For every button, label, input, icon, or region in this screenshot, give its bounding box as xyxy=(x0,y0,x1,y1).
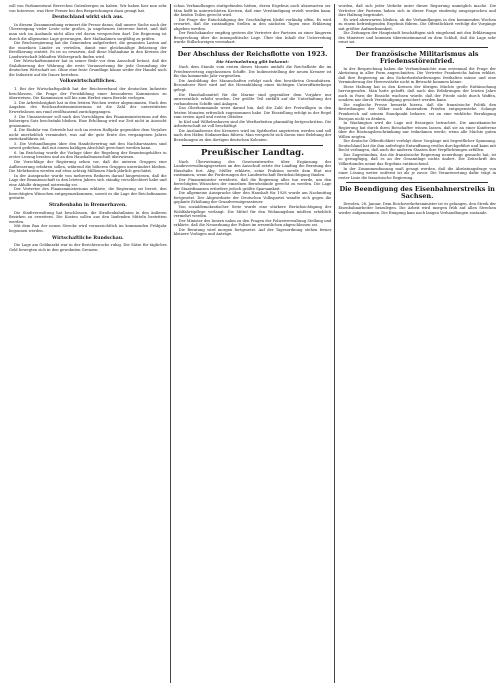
column-3 xyxy=(334,4,499,683)
paragraph: In Kiel und Wilhelmshaven sind die Werftarbeiten planmäßig fortgeschritten. Die Arbeiterschaft ist voll beschäftigt. xyxy=(173,119,332,129)
section-heading: Straßenbahn in Bremerhaven. xyxy=(48,202,127,208)
section-heading: Volkswirtschaftliches. xyxy=(59,79,117,85)
paragraph: Die Haushaltsmittel für die Marine sind gegenüber dem Vorjahre nur unwesentlich erhöht worden. Der größte Teil entfällt auf die Unterhaltung der vorhandenen Schiffe und Anlagen. xyxy=(173,92,332,106)
paragraph: Die Vorschläge der Regierung sehen vor, daß die unteren Gruppen eine Aufbesserung erfahren sollen, während die höheren Gruppen unverändert bleiben. Die Mehrkosten werden auf etwa achtzig Millionen Mark jährlich geschätzt. xyxy=(9,160,167,174)
column-2 xyxy=(170,4,335,683)
paragraph: Die Lage am Geldmarkt war in der Berichtswoche ruhig. Die Sätze für tägliches Geld bewegten sich in den gewohnten Grenzen. xyxy=(9,243,167,252)
paragraph: 5. Die Verhandlungen über den Handelsvertrag mit den Nachbarstaaten sind soweit gediehen, daß mit einem baldigen Abschluß gerechnet werden kann. xyxy=(9,141,167,151)
paragraph: worden, daß sich jeder Verkehr unter dieser Regierung unmöglich mache. Die Vertreter der Parteien haben sich in dieser Frage eindeutig ausgesprochen und ihre Haltung begründet. xyxy=(338,4,497,18)
paragraph: Diese Haltung hat in den Kreisen der übrigen Mächte große Enttäuschung hervorgerufen. Man hatte gehofft, daß nach den Erfahrungen der letzten Jahre auch in Paris die Einsicht wachsen würde, daß der Friede nicht durch Waffen, sondern nur durch Verständigung gesichert werden kann. xyxy=(338,84,497,103)
paragraph: Die Zeitungen der Hauptstadt beschäftigen sich eingehend mit den Erklärungen des Ministers und kommen übereinstimmend zu dem Schluß, daß die Lage sehr ernst sei. xyxy=(338,31,497,45)
column-1 xyxy=(6,4,170,683)
paragraph: In Washington wird die Lage mit Besorgnis betrachtet. Die amerikanische Regierung hat durch ihren Botschafter wissen lassen, daß sie an einer Konferenz über die Rüstungsbeschränkung nur teilnehmen werde, wenn alle Mächte guten Willen zeigten. xyxy=(338,121,497,139)
paragraph: In der Aussprache wurde von mehreren Rednern darauf hingewiesen, daß die Lage der Beamtenschaft in den letzten Jahren sich ständig verschlechtert habe und eine Abhilfe dringend notwendig sei. xyxy=(9,173,167,187)
paragraph: Die Reichsregierung hat die Gemeinden aufgefordert, die gesamten Lasten auf die einzelnen Länder zu verteilen, damit eine gleichmäßige Belastung der Bevölkerung eintritt. Es ist zu erwarten, daß diese Maßnahme in den Kreisen der Landwirtschaft lebhaften Widerspruch finden wird. xyxy=(9,41,167,59)
paragraph: Die englische Presse bemerkt hierzu, daß die französische Politik den Bestrebungen der Völker nach dauerndem Frieden entgegenstehe. Solange Frankreich auf seinem Standpunkt beharre, sei an eine wirkliche Beruhigung Europas nicht zu denken. xyxy=(338,102,497,121)
paragraph: In der Zusammenfassung muß gesagt werden, daß die Abrüstungsfrage von einer Lösung weiter entfernt ist als je zuvor. Die Verantwortung dafür trägt in erster Linie die französische Regierung. xyxy=(338,166,497,180)
paragraph: Dresden, 28. Januar. Dem Reichsverkehrsminister ist es gelungen, den Streik der Eisenbahnarbeiter beizulegen. Die Arbeit wird morgen früh auf allen Strecken wieder aufgenommen. Die Einigung kam nach langen Verhandlungen zustande. xyxy=(338,201,497,215)
paragraph: Das Zugeständnis, das die französische Regierung neuerdings gemacht hat, ist so geringfügig, daß es an der Gesamtlage nichts ändert. Die Zeitschrift des Völkerbundes nennt das Ergebnis enttäuschend. xyxy=(338,152,497,167)
columns xyxy=(6,4,499,683)
paragraph: Die Stadtverwaltung hat beschlossen, die Straßenbahnlinien in den äußeren Bezirken zu erweitern. Die Kosten sollen aus den laufenden Mitteln bestritten werden. xyxy=(9,210,167,224)
paragraph: Der Vertreter des Finanzministeriums erklärte, die Regierung sei bereit, den berechtigten Wünschen entgegenzukommen, soweit es die Lage der Reichsfinanzen gestatte. xyxy=(9,187,167,201)
subheading: Die Marineleitung gibt bekannt: xyxy=(216,58,289,64)
paragraph: Die Frage der Entschädigung der Geschädigten bleibt vorläufig offen. Es wird erwartet, daß die zuständigen Stellen in den nächsten Tagen eine Erklärung abgeben werden. xyxy=(173,17,332,31)
section-heading: Wirtschaftliche Rundschau. xyxy=(52,235,124,241)
paragraph: 3. Die Umsatzsteuer soll nach den Vorschlägen des Finanzministeriums auf den bisherigen Satz beschränkt bleiben. Eine Erhöhung wird zur Zeit nicht in Aussicht genommen. xyxy=(9,114,167,128)
article-intro: zoll von Parlamentsrat Berrechen Gutenbergen zu haben. Wir haben hier nun sehr von Interesse, was Herr Ferner bei den Besprechungen dazu gesagt hat. xyxy=(9,4,167,13)
paragraph: Mit dem Bau der neuen Strecke wird voraussichtlich im kommenden Frühjahr begonnen werden. xyxy=(9,224,167,233)
divider xyxy=(182,47,324,48)
paragraph: 4. Die Einfuhr von Getreide hat sich im ersten Halbjahr gegenüber dem Vorjahre nicht unerheblich vermindert, was auf die gute Ernte des vergangenen Jahres zurückzuführen ist. xyxy=(9,128,167,142)
article-headline: Der französische Militarismus als Friedensstörenfried. xyxy=(355,49,479,65)
paragraph: Der Reichskanzler empfing gestern die Vertreter der Parteien zu einer längeren Besprechung über die innenpolitische Lage. Über den Inhalt der Unterredung wurde Stillschweigen vereinbart. xyxy=(173,31,332,45)
divider xyxy=(346,182,488,183)
paragraph: Die Ausbildung der Mannschaften erfolgt nach den bewährten Grundsätzen. Besonderer Wert wird auf die Heranbildung eines tüchtigen Unteroffizierkorps gelegt. xyxy=(173,78,332,93)
paragraph: schon Verhandlungen stattgefunden hätten, deren Ergebnis noch abzuwarten sei. Man hofft in unterrichteten Kreisen, daß eine Verständigung erzielt werden kann, die beiden Teilen gerecht wird. xyxy=(173,4,332,18)
paragraph: Der Finanzminister erwiderte, daß die Regierung alles tun werde, um den berechtigten Wünschen der einzelnen Berufsstände gerecht zu werden. Die Lage der Staatsfinanzen erfordere jedoch größte Sparsamkeit. xyxy=(173,177,332,191)
paragraph: Der Minister des Innern nahm zu den Fragen der Polizeiverwaltung Stellung und erklärte, daß die Neuordnung der Polizei im wesentlichen abgeschlossen sei. xyxy=(173,218,332,228)
article-headline: Die Beendigung des Eisenbahnerstreiks in Sachsen. xyxy=(339,185,495,201)
paragraph: In der Besprechung haben die Verbandsmächte zum erstenmal die Frage der Abrüstung in aller Form angeschnitten. Die Vertreter Frankreichs haben erklärt, daß ihre Regierung an den Sicherheitsforderungen festhalten müsse und eine Verminderung der Heeresstärke nicht in Betracht kommen könne. xyxy=(338,66,497,85)
divider xyxy=(346,47,488,48)
paragraph: Von sozialdemokratischer Seite wurde eine stärkere Berücksichtigung der Wohlfahrtspflege verlangt. Die Mittel für den Wohnungsbau müßten erheblich vermehrt werden. xyxy=(173,204,332,219)
paragraph: 6. Im Reichstag wurde die Vorlage über die Regelung der Beamtengehälter in erster Lesung beraten und an den Haushaltsausschuß überwiesen. xyxy=(9,150,167,160)
paragraph: 2. Die Arbeitslosigkeit hat in den letzten Wochen weiter abgenommen. Nach den Angaben des Reichsarbeitsministeriums ist die Zahl der unterstützten Erwerbslosen um rund zwölftausend zurückgegangen. xyxy=(9,100,167,115)
divider xyxy=(182,145,324,146)
article-headline: Preußischer Landtag. xyxy=(200,147,305,158)
paragraph: 1. Bei der Wirtschaftspolitik hat der Reichsverband der deutschen Industrie beschlossen, die Frage der Preisbildung einer besonderen Kommission zu überweisen. Die Kommission soll bis zum Herbst einen Bericht vorlegen. xyxy=(9,87,167,101)
paragraph: Das Oberkommando weist darauf hin, daß die Zahl der Freiwilligen in den letzten Monaten erfreulich zugenommen habe. Die Einstellung erfolgt in der Regel zum ersten April und ersten Oktober. xyxy=(173,106,332,120)
paragraph: Es wird abzuwarten bleiben, ob die Verhandlungen in den kommenden Wochen zu einem befriedigenden Ergebnis führen. Die Öffentlichkeit verfolgt die Vorgänge mit größter Aufmerksamkeit. xyxy=(338,17,497,31)
paragraph: Die deutsche Öffentlichkeit verfolgt diese Vorgänge mit begreiflicher Spannung. Deutschland hat die ihm auferlegte Entwaffnung restlos durchgeführt und kann mit Recht verlangen, daß auch die anderen Staaten ihre Verpflichtungen erfüllen. xyxy=(338,139,497,153)
section-heading: Deutschland wirkt sich aus. xyxy=(52,15,124,21)
paragraph: Nach dem Stande vom ersten dieses Monats umfaßt die Reichsflotte die im Friedensvertrag zugelassenen Schiffe. Die Indienststellung der neuen Kreuzer ist für das kommende Jahr vorgesehen. xyxy=(173,65,332,79)
paragraph: Der Wirtschaftsminister hat in seiner Rede vor dem Ausschuß betont, daß die Stabilisierung der Währung die erste Voraussetzung für jede Gesundung der deutschen Wirtschaft sei. Ohne eine feste Grundlage könne weder der Handel noch die Industrie auf die Dauer bestehen. xyxy=(9,59,167,77)
article-headline: Der Abschluss der Reichsflotte von 1923. xyxy=(177,49,328,58)
paragraph: Nach Überweisung des Gesetzentwurfes über Ergänzung des Landesverwaltungsgesetzes an den Ausschuß setzte der Landtag die Beratung des Haushalts fort. Abg. Müller erklärte, seine Fraktion werde dem Etat nur zustimmen, wenn die Forderungen der Landwirtschaft Berücksichtigung fänden. xyxy=(173,159,332,178)
paragraph: In diesem Zusammenhang erinnert die Presse daran, daß unsere Sache nach der Überzeugung vieler Leute sehr großes, ja ungeheures Interesse bietet, und daß man sich im Auslande nicht allzu viel davon versprechen darf. Die Regierung ist durch die allgemeine Lage gezwungen, ihre Maßnahmen sorgfältig zu prüfen. xyxy=(9,22,167,41)
paragraph: Die allgemeine Aussprache über den Haushalt für 1928 wurde am Nachmittag fortgesetzt. Der Abgeordnete der Deutschen Volkspartei wandte sich gegen die geplante Erhöhung der Grundvermögenssteuer. xyxy=(173,191,332,205)
paragraph: Die Auslandsreise des Kreuzers wird im Spätherbst angetreten werden und soll nach den Häfen Südamerikas führen. Man verspricht sich davon eine Belebung der Beziehungen zu den dortigen deutschen Kolonien. xyxy=(173,128,332,143)
paragraph: Die Beratung wird morgen fortgesetzt. Auf der Tagesordnung stehen ferner kleinere Vorlagen und Anträge. xyxy=(173,227,332,237)
